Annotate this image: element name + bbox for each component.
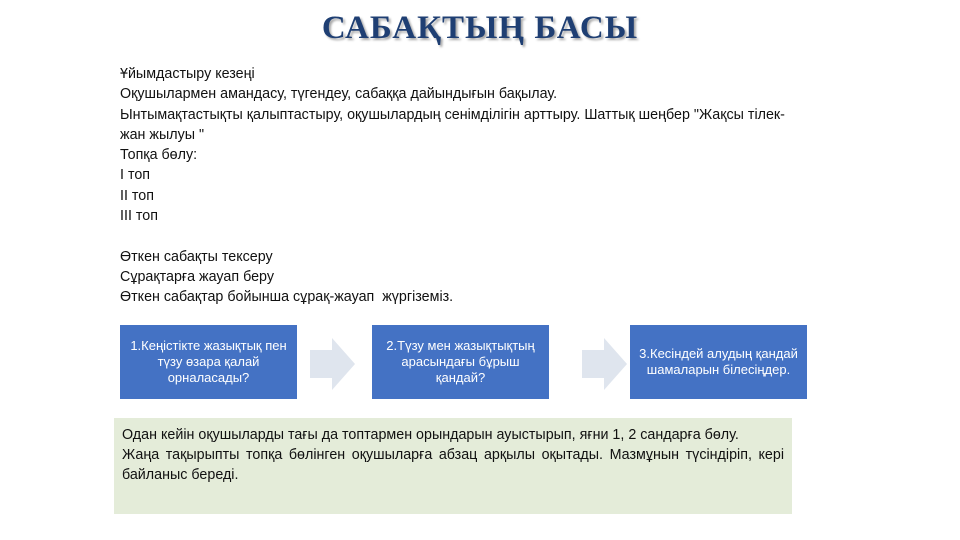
text-line: III топ [120,208,158,225]
text-line: Өткен сабақты тексеру [120,248,273,265]
text-line: Ұйымдастыру кезеңі [120,66,255,82]
process-step-1: 1.Кеңістікте жазықтық пен түзу өзара қалай орналасады? [120,325,297,399]
summary-paragraph: Одан кейін оқушыларды тағы да топтармен орындарын ауыстырып, яғни 1, 2 сандарға бөлу. [122,427,739,443]
process-step-3: 3.Кесіндей алудың қандай шамаларын білесіңдер. [630,325,807,399]
text-line: жан жылуы " [120,126,205,143]
text-line: Оқушылармен амандасу, түгендеу, сабаққа дайындығын бақылау. [120,86,558,103]
text-line: II топ [120,187,154,204]
text-line: Өткен сабақтар бойынша сұрақ-жауап жүргіземіз. [120,289,454,306]
lesson-text [120,64,920,308]
summary-box [114,418,792,514]
page-title: САБАҚТЫҢ БАСЫ [321,10,639,46]
arrow-right-icon [310,338,355,390]
text-line: I топ [120,167,151,184]
arrow-right-icon [582,338,627,390]
text-line: Топқа бөлу: [120,147,198,164]
text-line-blank [120,226,920,246]
text-line: Сұрақтарға жауап беру [120,268,274,285]
process-step-2: 2.Түзу мен жазықтықтың арасындағы бұрыш қандай? [372,325,549,399]
text-line: Ынтымақтастықты қалыптастыру, оқушылардың сенімділігін арттыру. Шаттық шеңбер "Жақсы тілек- [120,106,785,123]
summary-paragraph: Жаңа тақырыпты топқа бөлінген оқушыларға абзац арқылы оқытады. Мазмұнын түсіндіріп, кері байланыс береді. [122,447,784,483]
